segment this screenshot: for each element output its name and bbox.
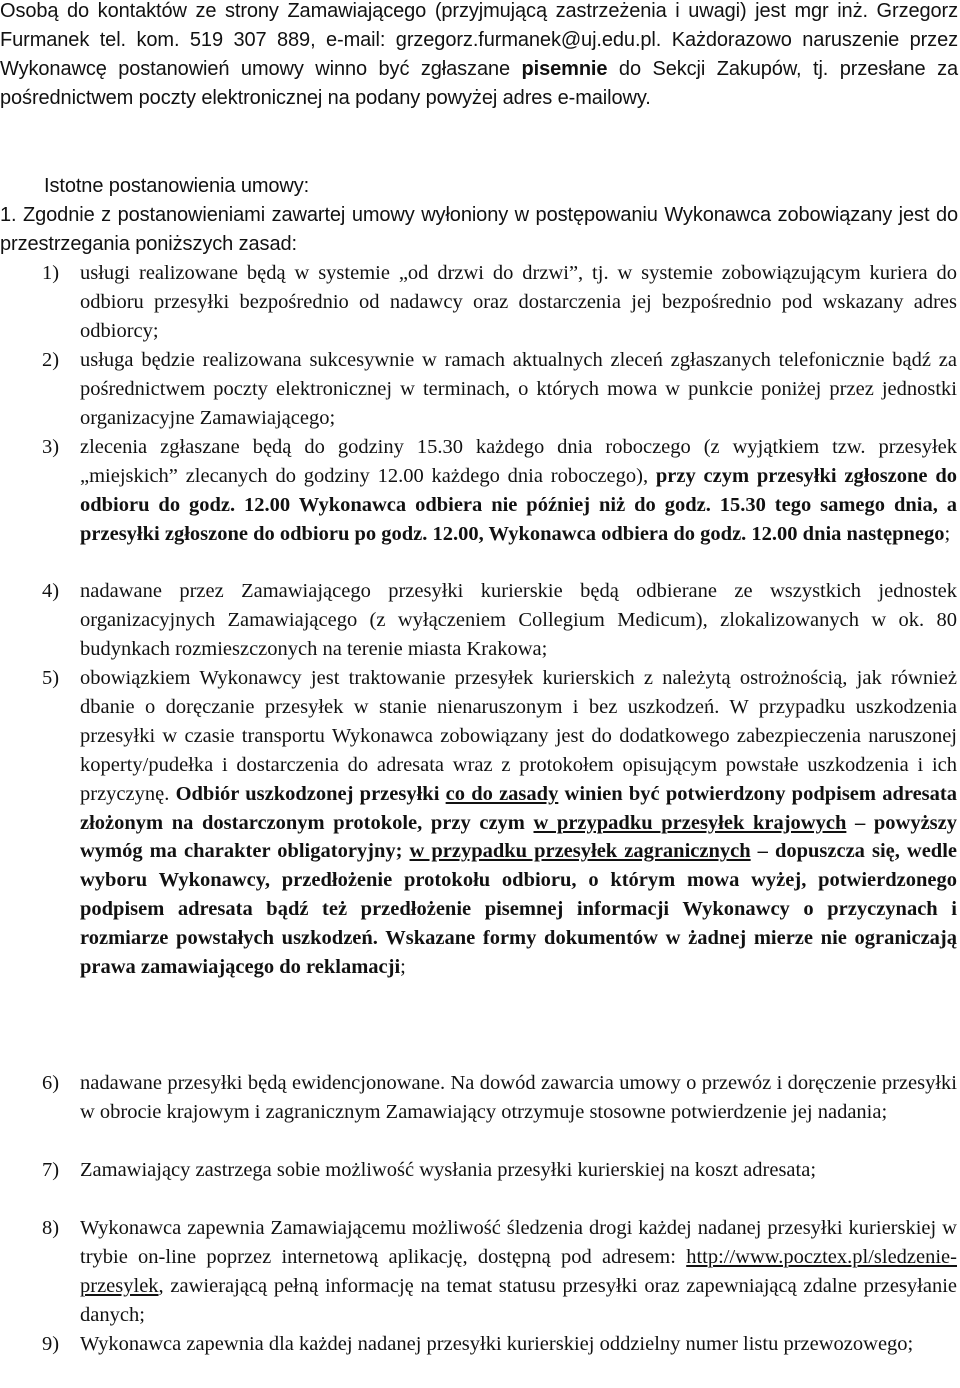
list-item-7: 7) Zamawiający zastrzega sobie możliwość wysłania przesyłki kurierskiej na koszt adresata; [42, 1159, 817, 1181]
list-item-8: 8) Wykonawca zapewnia Zamawiającemu możliwość śledzenia drogi każdej nadanej przesyłki kurierskiej w trybie on-line poprzez internetową aplikację, dostępną pod adresem: http://www.pocztex.pl/sledzenie-przesylek, zawierającą pełną informację na temat statusu przesyłki oraz zapewniającą zdalne przesyłanie danych; [42, 1217, 957, 1326]
list-item-6: 6) nadawane przesyłki będą ewidencjonowane. Na dowód zawarcia umowy o przewóz i doręczenie przesyłki w obrocie krajowym i zagranicznym Zamawiający otrzymuje stosowne potwierdzenie jej nadania; [42, 1072, 957, 1123]
contact-paragraph: Osobą do kontaktów ze strony Zamawiającego (przyjmującą zastrzeżenia i uwagi) jest mgr inż. Grzegorz Furmanek tel. kom. 519 307 889, e-mail: grzegorz.furmanek@uj.edu.pl. Każdorazowo naruszenie przez Wykonawcę postanowień umowy winno być zgłaszane pisemnie do Sekcji Zakupów, tj. przesłane za pośrednictwem poczty elektronicznej na podany powyżej adres e-mailowy. [0, 0, 958, 109]
tracking-link[interactable]: http://www.pocztex.pl/sledzenie-przesylek [80, 1245, 957, 1297]
list-item-1: 1) usługi realizowane będą w systemie „od drzwi do drzwi”, tj. w systemie zobowiązującym kuriera do odbioru przesyłki bezpośrednio od nadawcy oraz dostarczenia jej bezpośrednio pod wskazany adres odbiorcy; [42, 262, 957, 342]
list-item-5: 5) obowiązkiem Wykonawcy jest traktowanie przesyłek kurierskich z należytą ostrożnością, jak również dbanie o doręczanie przesyłek w stanie nienaruszonym i bez uszkodzeń. W przypadku uszkodzenia przesyłki w czasie transportu Wykonawca zobowiązany jest do dodatkowego zabezpieczenia naruszonej koperty/pudełka i dostarczenia do adresata wraz z protokołem opisującym powstałe uszkodzenia i ich przyczynę. Odbiór uszkodzonej przesyłki co do zasady winien być potwierdzony podpisem adresata złożonym na dostarczonym protokole, przy czym w przypadku przesyłek krajowych – powyższy wymóg ma charakter obligatoryjny; w przypadku przesyłek zagranicznych – dopuszcza się, wedle wyboru Wykonawcy, przedłożenie protokołu odbioru, o którym mowa wyżej, potwierdzonego podpisem adresata bądź też przedłożenie pisemnej informacji Wykonawcy o przyczynach i rozmiarze powstałych uszkodzeń. Wskazane formy dokumentów w żadnej mierze nie ograniczają prawa zamawiającego do reklamacji; [42, 667, 957, 979]
list-item-3: 3) zlecenia zgłaszane będą do godziny 15.30 każdego dnia roboczego (z wyjątkiem tzw. przesyłek „miejskich” zlecanych do godziny 12.00 każdego dnia roboczego), przy czym przesyłki zgłoszone do odbioru do godz. 12.00 Wykonawca odbiera nie później niż do godz. 15.30 tego samego dnia, a przesyłki zgłoszone do odbioru po godz. 12.00, Wykonawca odbiera do godz. 12.00 dnia następnego; [42, 436, 957, 545]
list-item-2: 2) usługa będzie realizowana sukcesywnie w ramach aktualnych zleceń zgłaszanych telefonicznie bądź za pośrednictwem poczty elektronicznej w terminach, o których mowa w punkcie poniżej przez jednostki organizacyjne Zamawiającego; [42, 349, 957, 429]
list-item-9: 9) Wykonawca zapewnia dla każdej nadanej przesyłki kurierskiej oddzielny numer listu przewozowego; [42, 1333, 914, 1355]
point-1-intro: 1. Zgodnie z postanowieniami zawartej umowy wyłoniony w postępowaniu Wykonawca zobowiązany jest do przestrzegania poniższych zasad: [0, 204, 958, 255]
list-item-4: 4) nadawane przez Zamawiającego przesyłki kurierskie będą odbierane ze wszystkich jednostek organizacyjnych Zamawiającego (z wyłączeniem Collegium Medicum), zlokalizowanych w ok. 80 budynkach rozmieszczonych na terenie miasta Krakowa; [42, 580, 957, 660]
section-heading: Istotne postanowienia umowy: [44, 175, 310, 197]
